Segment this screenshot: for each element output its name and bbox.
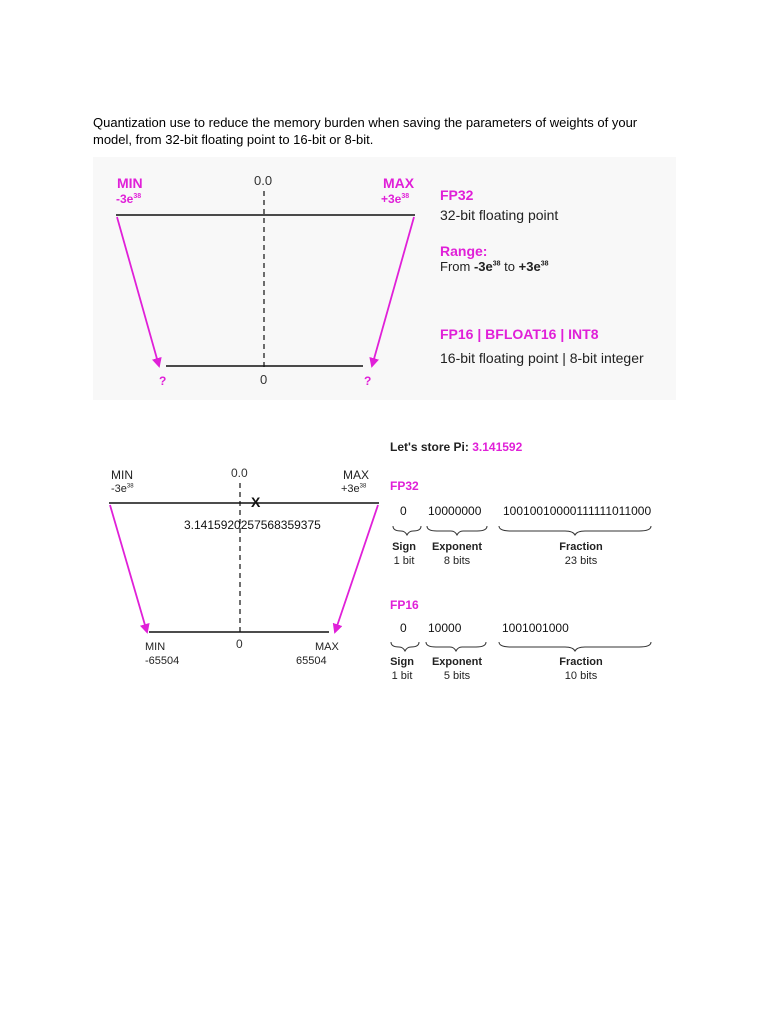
max-value: $+3e^{38}$ bbox=[381, 192, 410, 206]
min-arrow bbox=[117, 217, 159, 366]
min-value: $-3e^{38}$ bbox=[116, 192, 142, 206]
fp16-exponent-size: 5 bits bbox=[443, 670, 471, 682]
sign-brace bbox=[391, 642, 419, 651]
max-label: MAX bbox=[383, 175, 415, 191]
intro-line-2: model, from 32-bit floating point to 16-bit or 8-bit. bbox=[93, 132, 374, 147]
fp32-exponent-size: 8 bits bbox=[443, 555, 471, 567]
max-value: $+3e^{38}$ bbox=[341, 483, 367, 495]
fp32-sign-size: 1 bit bbox=[393, 555, 415, 567]
pi-marker: X bbox=[251, 494, 261, 510]
fp16-min-value: -65504 bbox=[145, 655, 180, 667]
pi-storage-figure bbox=[93, 437, 676, 685]
fp16-exponent-bits: 10000 bbox=[428, 621, 462, 635]
range-description: From $-3e^{38}$ to $+3e^{38}$ bbox=[440, 259, 549, 274]
fp16-sign-size: 1 bit bbox=[391, 670, 413, 682]
fp32-fraction-label: Fraction bbox=[559, 541, 603, 553]
fp16-title: FP16 bbox=[390, 598, 419, 612]
fp16-exponent-label: Exponent bbox=[431, 656, 483, 668]
zero-bottom-label: 0 bbox=[260, 372, 268, 387]
min-arrow bbox=[110, 505, 147, 632]
fp32-exponent-label: Exponent bbox=[431, 541, 483, 553]
max-arrow bbox=[372, 217, 414, 366]
fp16-max-value: 65504 bbox=[296, 655, 327, 667]
fp16-description: 16-bit floating point | 8-bit integer bbox=[440, 350, 644, 366]
fp32-sign-bit: 0 bbox=[400, 504, 407, 518]
intro-paragraph bbox=[93, 114, 693, 148]
intro-line-1: Quantization use to reduce the memory burden when saving the parameters of weights of your bbox=[93, 115, 638, 130]
min-value: $-3e^{38}$ bbox=[111, 483, 134, 495]
fp32-fraction-bits: 10010010000111111011000 bbox=[503, 504, 652, 518]
min-label: MIN bbox=[111, 468, 133, 482]
fp16-max-label: MAX bbox=[315, 641, 339, 653]
fp32-title: FP32 bbox=[440, 187, 474, 203]
fp32-exponent-bits: 10000000 bbox=[428, 504, 482, 518]
max-label: MAX bbox=[343, 468, 370, 482]
stored-pi-value: 3.1415920257568359375 bbox=[184, 518, 321, 532]
bottom-left-unknown: ? bbox=[159, 374, 167, 388]
fp16-fraction-size: 10 bits bbox=[564, 670, 598, 682]
fp16-sign-bit: 0 bbox=[400, 621, 407, 635]
pi-heading: Let's store Pi: 3.141592 bbox=[390, 440, 523, 454]
bottom-right-unknown: ? bbox=[364, 374, 372, 388]
fp16-title: FP16 | BFLOAT16 | INT8 bbox=[440, 326, 599, 342]
range-title: Range: bbox=[440, 243, 488, 259]
fp32-description: 32-bit floating point bbox=[440, 207, 559, 223]
exponent-brace bbox=[427, 526, 487, 535]
exponent-brace bbox=[426, 642, 486, 651]
fraction-brace bbox=[499, 526, 651, 535]
max-arrow bbox=[335, 505, 378, 632]
fp16-min-label: MIN bbox=[145, 641, 166, 653]
fp16-fraction-bits: 1001001000 bbox=[502, 621, 569, 635]
min-label: MIN bbox=[117, 175, 143, 191]
fraction-brace bbox=[499, 642, 651, 651]
fp32-fraction-size: 23 bits bbox=[564, 555, 598, 567]
fp32-range-figure bbox=[93, 157, 676, 400]
zero-bottom-label: 0 bbox=[236, 637, 243, 651]
fp16-fraction-label: Fraction bbox=[559, 656, 603, 668]
fp32-title: FP32 bbox=[390, 479, 419, 493]
fp16-sign-label: Sign bbox=[390, 656, 414, 668]
zero-top-label: 0.0 bbox=[231, 466, 248, 480]
sign-brace bbox=[393, 526, 421, 535]
fp32-sign-label: Sign bbox=[392, 541, 416, 553]
zero-top-label: 0.0 bbox=[254, 173, 273, 188]
